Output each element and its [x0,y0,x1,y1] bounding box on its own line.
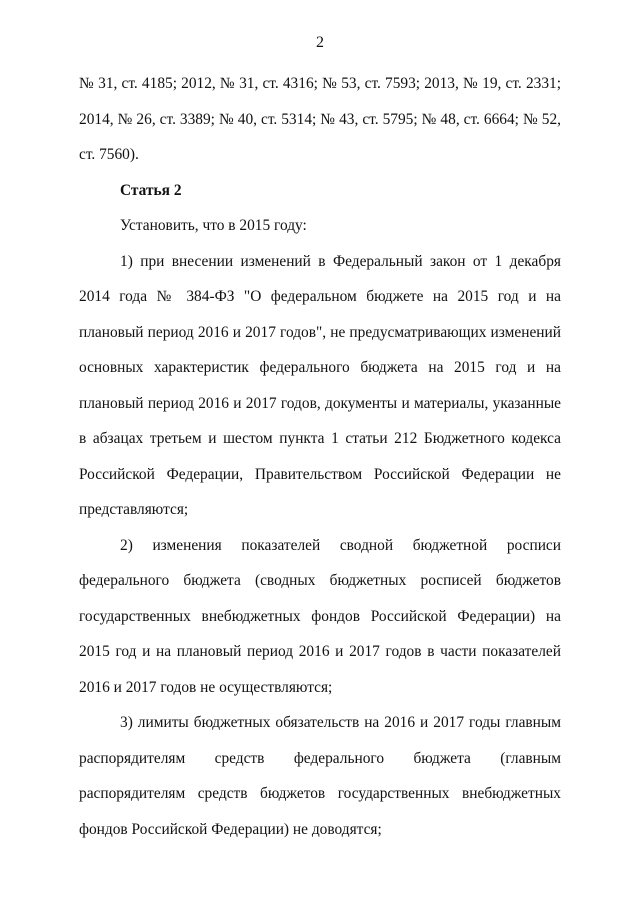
document-body [79,66,561,847]
citation-continuation: № 31, ст. 4185; 2012, № 31, ст. 4316; № 53, ст. 7593; 2013, № 19, ст. 2331; 2014, № 26, ст. 3389; № 40, ст. 5314; № 43, ст. 5795; № 48, ст. 6664; № 52, ст. 7560). [79,75,561,163]
article-heading: Статья 2 [120,181,182,199]
article-item-3: 3) лимиты бюджетных обязательств на 2016 и 2017 годы главным распорядителям средств федерального бюджета (главным распорядителям средств бюджетов государственных внебюджетных фондов Российской Федерации) не доводятся; [79,714,561,838]
article-intro: Установить, что в 2015 году: [120,217,307,234]
article-item-2: 2) изменения показателей сводной бюджетной росписи федерального бюджета (сводных бюджетных росписей бюджетов государственных внебюджетных фондов Российской Федерации) на 2015 год и на плановый период 2016 и 2017 годов в части показателей 2016 и 2017 годов не осуществляются; [79,536,561,696]
article-item-1: 1) при внесении изменений в Федеральный закон от 1 декабря 2014 года № 384-ФЗ "О федеральном бюджете на 2015 год и на плановый период 2016 и 2017 годов", не предусматривающих изменений основных характеристик федерального бюджета на 2015 год и на плановый период 2016 и 2017 годов, документы и материалы, указанные в абзацах третьем и шестом пункта 1 статьи 212 Бюджетного кодекса Российской Федерации, Правительством Российской Федерации не представляются; [79,252,561,518]
page-number: 2 [316,34,324,51]
